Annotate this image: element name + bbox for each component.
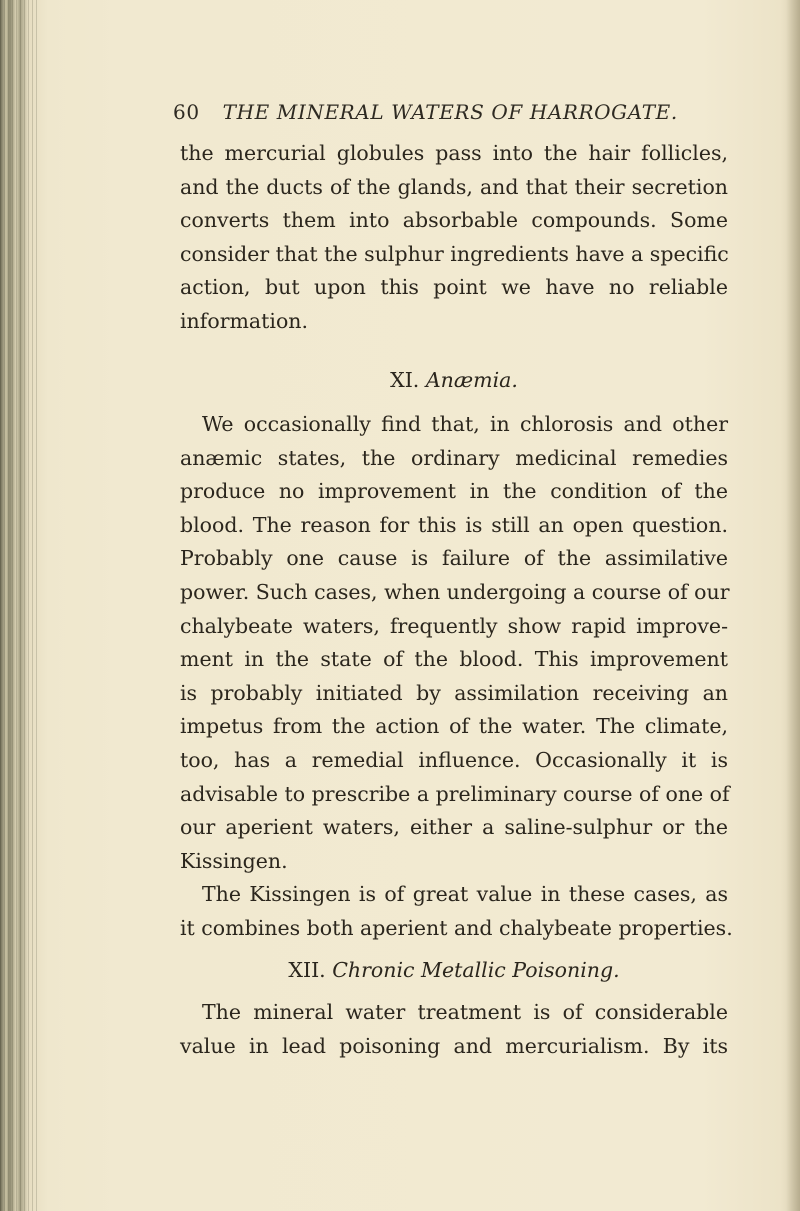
- text-line: information.: [180, 308, 309, 333]
- text-line: Probably one cause is failure of the assimilative: [180, 546, 728, 571]
- section-title: Chronic Metallic Poisoning.: [332, 958, 620, 982]
- text-line: is probably initiated by assimilation receiving an: [180, 680, 728, 705]
- book-binding-edge: [0, 0, 40, 1211]
- text-line: power. Such cases, when undergoing a course of our: [180, 579, 730, 604]
- text-line: too, has a remedial influence. Occasionally it is: [180, 747, 728, 772]
- text-line: produce no improvement in the condition of the: [180, 479, 728, 504]
- text-line: The Kissingen is of great value in these cases, as: [202, 882, 728, 906]
- page-number: 60: [173, 100, 200, 124]
- text-line: The mineral water treatment is of considerable: [202, 1000, 728, 1024]
- paragraph-4: [180, 996, 728, 1063]
- section-title: Anæmia.: [425, 368, 518, 392]
- text-line: Kissingen.: [180, 848, 288, 873]
- section-heading-xii: [180, 958, 728, 982]
- paragraph-1: [180, 137, 728, 339]
- text-line: chalybeate waters, frequently show rapid improve-: [180, 613, 728, 638]
- text-line: ment in the state of the blood. This improvement: [180, 647, 728, 672]
- text-line: action, but upon this point we have no reliable: [180, 275, 728, 300]
- text-line: converts them into absorbable compounds. Some: [180, 208, 728, 233]
- paragraph-3: [180, 878, 733, 945]
- text-line: advisable to prescribe a preliminary course of one of: [180, 781, 730, 806]
- text-line: the mercurial globules pass into the hair follicles,: [180, 141, 728, 165]
- page-edge-shadow: [786, 0, 800, 1211]
- section-number: XII.: [288, 958, 326, 982]
- section-heading-xi: [180, 368, 728, 392]
- text-line: blood. The reason for this is still an open question.: [180, 512, 728, 537]
- section-number: XI.: [390, 368, 420, 392]
- text-line: and the ducts of the glands, and that their secretion: [180, 174, 728, 199]
- text-line: We occasionally find that, in chlorosis and other: [202, 412, 728, 436]
- book-title: THE MINERAL WATERS OF HARROGATE.: [222, 100, 678, 124]
- text-line: value in lead poisoning and mercurialism. By its: [180, 1033, 728, 1058]
- running-head: [173, 100, 733, 124]
- paragraph-2: [180, 408, 728, 878]
- text-line: it combines both aperient and chalybeate properties.: [180, 915, 733, 940]
- text-line: our aperient waters, either a saline-sulphur or the: [180, 815, 728, 840]
- text-line: anæmic states, the ordinary medicinal remedies: [180, 445, 728, 470]
- text-line: impetus from the action of the water. The climate,: [180, 714, 728, 739]
- text-line: consider that the sulphur ingredients have a specific: [180, 241, 729, 266]
